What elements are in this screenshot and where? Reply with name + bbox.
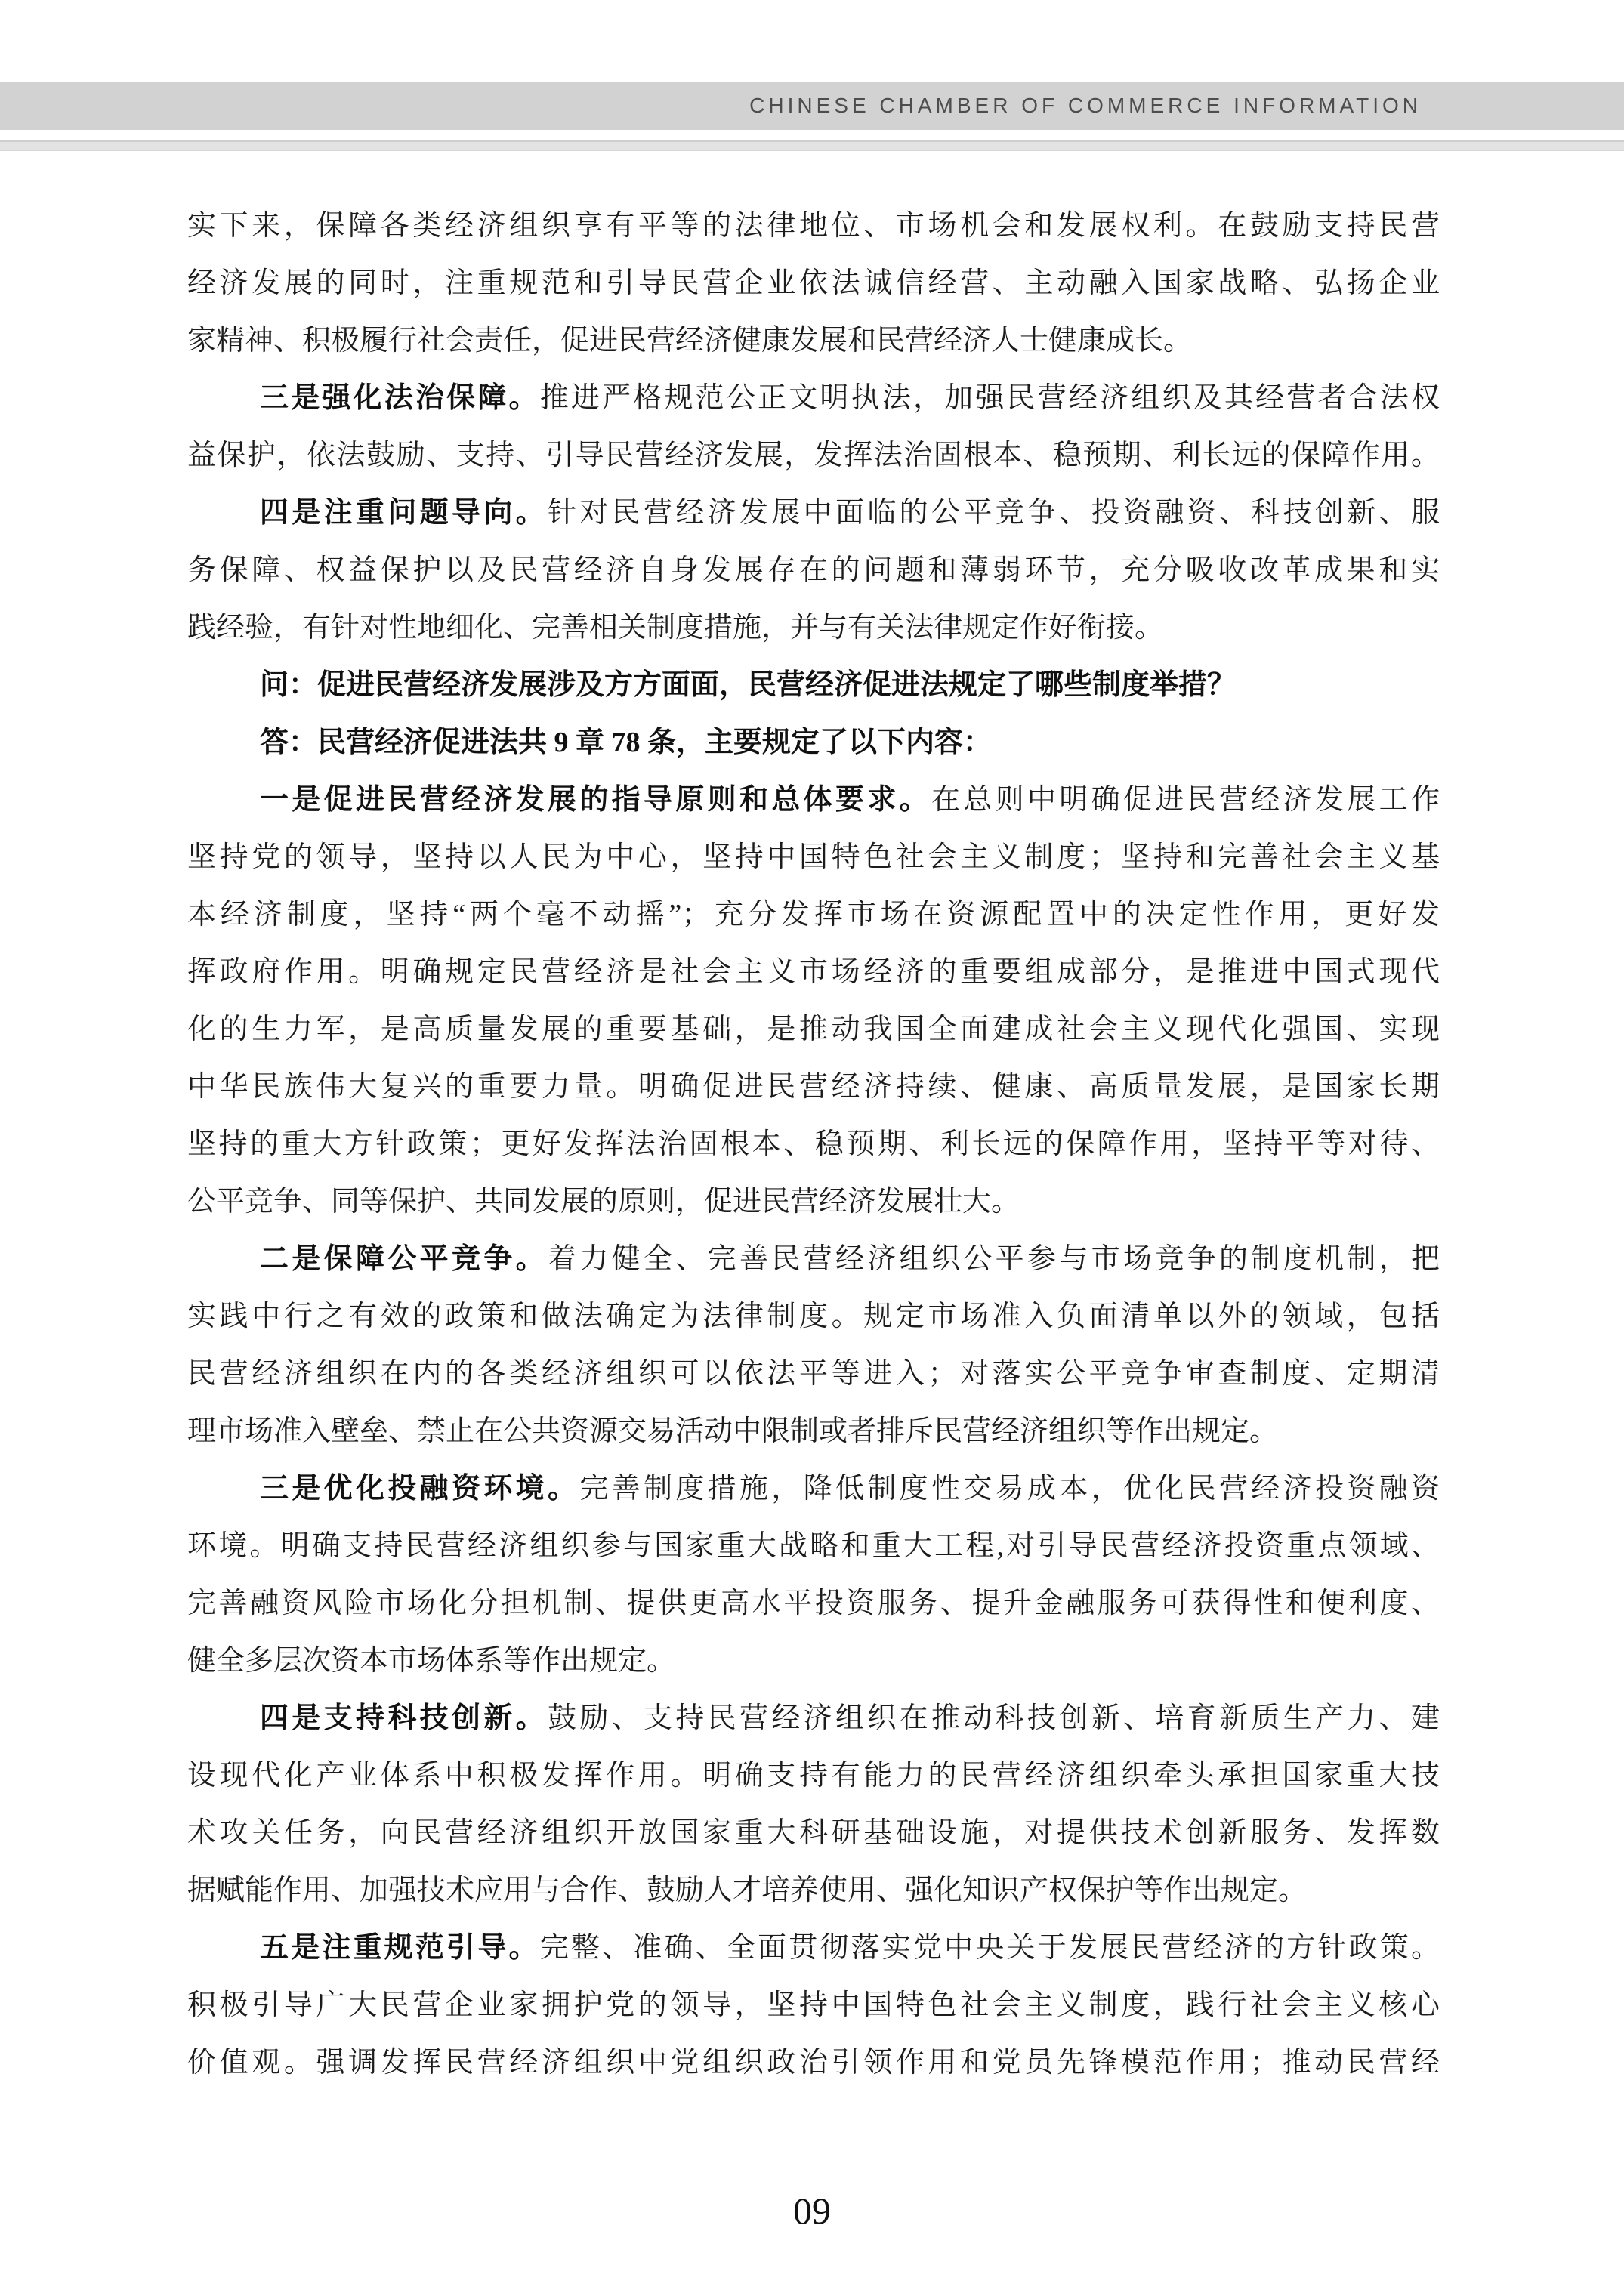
text-line <box>187 943 1440 1001</box>
text-line-bold-segment: 四是注重问题导向。 <box>260 497 548 529</box>
text-line <box>187 2034 1440 2091</box>
text-line <box>187 829 1440 886</box>
text-line-segment: 环境。明确支持民营经济组织参与国家重大战略和重大工程,对引导民营经济投资重点领域、 <box>187 1530 1440 1562</box>
text-line <box>187 1747 1440 1804</box>
text-line <box>187 1116 1440 1173</box>
text-line <box>187 484 1440 542</box>
text-line-segment: 实践中行之有效的政策和做法确定为法律制度。规定市场准入负面清单以外的领域，包括 <box>187 1301 1440 1332</box>
text-line-segment: 实下来，保障各类经济组织享有平等的法律地位、市场机会和发展权利。在鼓励支持民营 <box>187 210 1440 242</box>
text-line-bold-segment: 一是促进民营经济发展的指导原则和总体要求。 <box>260 784 931 816</box>
text-line-segment: 完善制度措施，降低制度性交易成本，优化民营经济投资融资 <box>579 1473 1440 1504</box>
text-line-segment: 务保障、权益保护以及民营经济自身发展存在的问题和薄弱环节，充分吸收改革成果和实 <box>187 554 1440 586</box>
text-line-bold-segment: 三是强化法治保障。 <box>260 382 540 414</box>
text-line <box>187 1288 1440 1345</box>
text-line <box>187 886 1440 943</box>
header-banner-text: CHINESE CHAMBER OF COMMERCE INFORMATION <box>749 94 1422 117</box>
text-line <box>187 1919 1440 1977</box>
text-line-bold-segment: 五是注重规范引导。 <box>260 1932 540 1964</box>
text-line <box>187 1804 1440 1862</box>
body-text-block <box>187 197 1440 2091</box>
text-line <box>187 542 1440 599</box>
text-line-bold-segment: 二是保障公平竞争。 <box>260 1243 548 1275</box>
text-line <box>187 197 1440 255</box>
text-line <box>187 1575 1440 1632</box>
text-line <box>187 599 1440 656</box>
text-line-segment: 经济发展的同时，注重规范和引导民营企业依法诚信经营、主动融入国家战略、弘扬企业 <box>187 267 1440 299</box>
text-line <box>187 1460 1440 1517</box>
text-line <box>187 1230 1440 1288</box>
text-line-segment: 坚持党的领导，坚持以人民为中心，坚持中国特色社会主义制度；坚持和完善社会主义基 <box>187 841 1440 873</box>
text-line <box>187 1173 1440 1230</box>
text-line-segment: 挥政府作用。明确规定民营经济是社会主义市场经济的重要组成部分，是推进中国式现代 <box>187 956 1440 988</box>
text-line <box>187 427 1440 484</box>
text-line-segment: 术攻关任务，向民营经济组织开放国家重大科研基础设施，对提供技术创新服务、发挥数 <box>187 1817 1440 1849</box>
text-line-bold-segment: 答：民营经济促进法共 9 章 78 条，主要规定了以下内容： <box>260 727 993 758</box>
text-line <box>187 1345 1440 1403</box>
text-line <box>187 1977 1440 2034</box>
text-line-segment: 设现代化产业体系中积极发挥作用。明确支持有能力的民营经济组织牵头承担国家重大技 <box>187 1760 1440 1792</box>
page-number: 09 <box>793 2190 831 2232</box>
text-line <box>187 1001 1440 1058</box>
text-line-segment: 在总则中明确促进民营经济发展工作 <box>931 784 1440 816</box>
text-line-segment: 民营经济组织在内的各类经济组织可以依法平等进入；对落实公平竞争审查制度、定期清 <box>187 1358 1440 1390</box>
text-line <box>187 369 1440 427</box>
text-line <box>187 771 1440 829</box>
text-line-segment: 理市场准入壁垒、禁止在公共资源交易活动中限制或者排斥民营经济组织等作出规定。 <box>187 1415 1279 1447</box>
text-line-segment: 推进严格规范公正文明执法，加强民营经济组织及其经营者合法权 <box>539 382 1440 414</box>
text-line-segment: 本经济制度，坚持“两个毫不动摇”；充分发挥市场在资源配置中的决定性作用，更好发 <box>187 899 1440 930</box>
text-line-segment: 完整、准确、全面贯彻落实党中央关于发展民营经济的方针政策。 <box>539 1932 1440 1964</box>
text-line-segment: 鼓励、支持民营经济组织在推动科技创新、培育新质生产力、建 <box>548 1702 1440 1734</box>
text-line <box>187 1690 1440 1747</box>
text-line-segment: 坚持的重大方针政策；更好发挥法治固根本、稳预期、利长远的保障作用，坚持平等对待、 <box>187 1128 1440 1160</box>
text-line <box>187 1058 1440 1116</box>
text-line <box>187 1632 1440 1690</box>
header-bar <box>0 82 1624 130</box>
text-line-segment: 公平竞争、同等保护、共同发展的原则，促进民营经济发展壮大。 <box>187 1186 1020 1217</box>
text-line <box>187 1403 1440 1460</box>
text-line-segment: 据赋能作用、加强技术应用与合作、鼓励人才培养使用、强化知识产权保护等作出规定。 <box>187 1875 1308 1906</box>
text-line <box>187 312 1440 369</box>
text-line-segment: 益保护，依法鼓励、支持、引导民营经济发展，发挥法治固根本、稳预期、利长远的保障作用。 <box>187 440 1440 471</box>
text-line-bold-segment: 三是优化投融资环境。 <box>260 1473 580 1504</box>
text-line-segment: 中华民族伟大复兴的重要力量。明确促进民营经济持续、健康、高质量发展，是国家长期 <box>187 1071 1440 1103</box>
text-line-segment: 积极引导广大民营企业家拥护党的领导，坚持中国特色社会主义制度，践行社会主义核心 <box>187 1989 1440 2021</box>
text-line-segment: 践经验，有针对性地细化、完善相关制度措施，并与有关法律规定作好衔接。 <box>187 612 1164 643</box>
text-line <box>187 1862 1440 1919</box>
text-line <box>187 656 1440 714</box>
text-line-bold-segment: 问：促进民营经济发展涉及方方面面，民营经济促进法规定了哪些制度举措？ <box>260 669 1237 701</box>
text-line-segment: 着力健全、完善民营经济组织公平参与市场竞争的制度机制，把 <box>548 1243 1440 1275</box>
text-line <box>187 1517 1440 1575</box>
text-line-segment: 价值观。强调发挥民营经济组织中党组织政治引领作用和党员先锋模范作用；推动民营经 <box>187 2047 1440 2079</box>
text-line <box>187 255 1440 312</box>
text-line-segment: 家精神、积极履行社会责任，促进民营经济健康发展和民营经济人士健康成长。 <box>187 325 1193 356</box>
text-line-segment: 健全多层次资本市场体系等作出规定。 <box>187 1645 676 1677</box>
text-line <box>187 714 1440 771</box>
header-divider-strip <box>0 140 1624 151</box>
text-line-segment: 化的生力军，是高质量发展的重要基础，是推动我国全面建成社会主义现代化强国、实现 <box>187 1014 1440 1045</box>
text-line-bold-segment: 四是支持科技创新。 <box>260 1702 548 1734</box>
text-line-segment: 完善融资风险市场化分担机制、提供更高水平投资服务、提升金融服务可获得性和便利度、 <box>187 1588 1440 1619</box>
text-line-segment: 针对民营经济发展中面临的公平竞争、投资融资、科技创新、服 <box>548 497 1440 529</box>
